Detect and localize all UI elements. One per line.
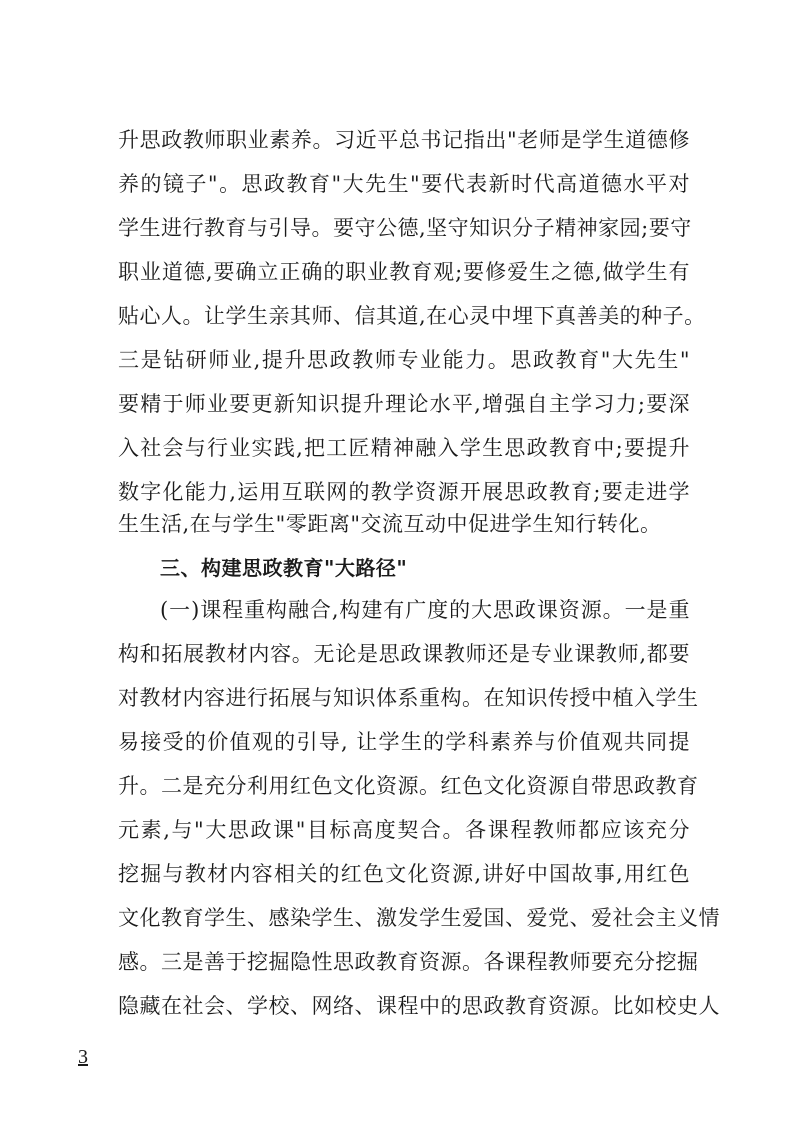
paragraph-line: 入社会与行业实践,把工匠精神融入学生思政教育中;要提升: [118, 436, 690, 460]
paragraph-line: 要精于师业要更新知识提升理论水平,增强自主学习力;要深: [118, 392, 690, 416]
paragraph-line: 隐藏在社会、学校、网络、课程中的思政教育资源。比如校史人: [118, 994, 720, 1018]
paragraph-line: 学生进行教育与引导。要守公德,坚守知识分子精神家园;要守: [118, 216, 692, 240]
paragraph-line: 贴心人。让学生亲其师、信其道,在心灵中埋下真善美的种子。: [118, 304, 706, 328]
paragraph-line: 感。三是善于挖掘隐性思政教育资源。各课程教师要充分挖掘: [118, 950, 699, 974]
paragraph-line: 元素,与"大思政课"目标高度契合。各课程教师都应该充分: [118, 818, 690, 842]
section-heading: 三、构建思政教育"大路径": [160, 556, 408, 580]
paragraph-line: 职业道德,要确立正确的职业教育观;要修爱生之德,做学生有: [118, 260, 690, 284]
page-number: 3: [78, 1046, 88, 1068]
paragraph-line: 挖掘与教材内容相关的红色文化资源,讲好中国故事,用红色: [118, 862, 690, 886]
paragraph-line: 升思政教师职业素养。习近平总书记指出"老师是学生道德修: [118, 128, 690, 152]
paragraph-line: 易接受的价值观的引导, 让学生的学科素养与价值观共同提: [118, 730, 690, 754]
paragraph-line: 数字化能力,运用互联网的教学资源开展思政教育;要走进学: [118, 480, 690, 504]
paragraph-line: 养的镜子"。思政教育"大先生"要代表新时代高道德水平对: [118, 172, 690, 196]
paragraph-line: (一)课程重构融合,构建有广度的大思政课资源。一是重: [160, 598, 690, 622]
paragraph-line: 对教材内容进行拓展与知识体系重构。在知识传授中植入学生: [118, 686, 699, 710]
paragraph-line: 升。二是充分利用红色文化资源。红色文化资源自带思政教育: [118, 774, 699, 798]
paragraph-line: 文化教育学生、感染学生、激发学生爱国、爱党、爱社会主义情: [118, 906, 720, 930]
paragraph-line: 三是钻研师业,提升思政教师专业能力。思政教育"大先生": [118, 348, 690, 372]
paragraph-line: 生生活,在与学生"零距离"交流互动中促进学生知行转化。: [118, 512, 662, 536]
paragraph-line: 构和拓展教材内容。无论是思政课教师还是专业课教师,都要: [118, 642, 690, 666]
